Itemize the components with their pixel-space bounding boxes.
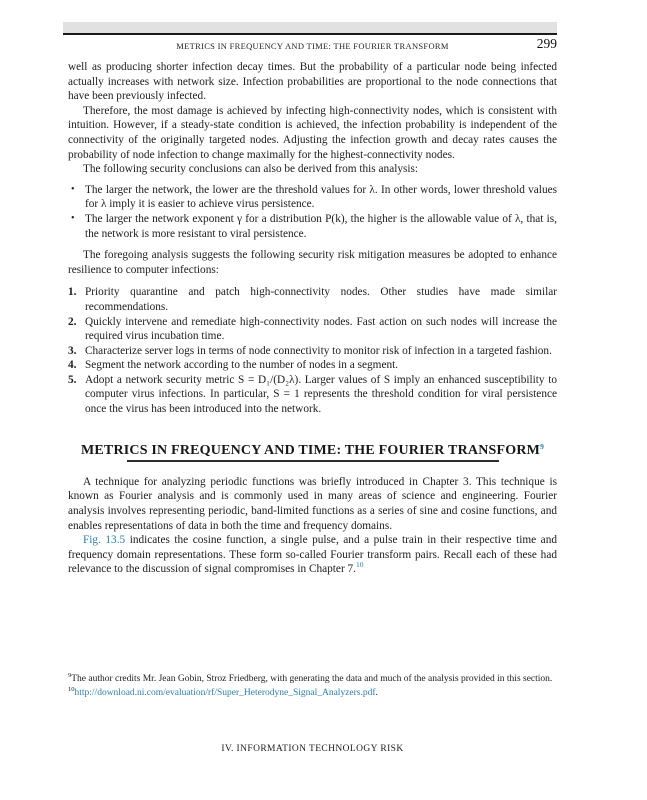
paragraph: The foregoing analysis suggests the following security risk mitigation measures be adopted to enhance resilience to computer infections:	[68, 249, 557, 276]
list-item	[68, 183, 557, 212]
list-number: 4.	[68, 359, 77, 372]
list-item	[68, 212, 557, 241]
footnotes	[68, 672, 557, 700]
paragraph: The following security conclusions can also be derived from this analysis:	[83, 163, 419, 176]
footnote-ref-9[interactable]: 9	[540, 441, 545, 451]
figure-link[interactable]: Fig. 13.5	[83, 534, 126, 547]
section-heading-block	[68, 441, 557, 462]
paragraph: A technique for analyzing periodic functions was briefly introduced in Chapter 3. This technique is known as Fourier analysis and is commonly used in many areas of science and engineering. Fourier analysis involves representing periodic, band-limited functions as a series of sine and cosine functions, and enables representations of data in both the time and frequency domains.	[68, 475, 557, 532]
list-item-text: Adopt a network security metric S = D₁/(D₂λ). Larger values of S imply an enhanced susceptibility to computer virus infections. In particular, S = 1 represents the threshold condition for viral persistence once the virus has been introduced into the network.	[85, 373, 557, 416]
page-number: 299	[536, 36, 557, 51]
footnote-ref-10[interactable]: 10	[356, 560, 364, 570]
paragraph: Therefore, the most damage is achieved by infecting high-connectivity nodes, which is consistent with intuition. However, if a steady-state condition is achieved, the infection probability is independent of the connectivity of the originally targeted nodes. Adjusting the infection growth and decay rates causes the probability of node infection to change maximally for the highest-connectivity nodes.	[68, 104, 557, 161]
bullet-text: The larger the network exponent γ for a distribution P(k), the higher is the allowable value of λ, that is, the network is more resistant to viral persistence.	[85, 212, 557, 240]
footnote-9	[68, 672, 557, 686]
footnote-text: The author credits Mr. Jean Gobin, Stroz Friedberg, with generating the data and much of the analysis provided in this section.	[71, 674, 553, 684]
list-number: 5.	[68, 373, 77, 386]
header-bar	[63, 22, 557, 33]
list-number: 1.	[68, 286, 77, 299]
page-content	[68, 60, 557, 577]
bullet-list	[68, 183, 557, 241]
section-heading	[68, 441, 557, 459]
footnote-marker: 9	[68, 672, 72, 679]
list-item-text: Segment the network according to the number of nodes in a segment.	[85, 359, 399, 372]
part-footer: IV. INFORMATION TECHNOLOGY RISK	[221, 744, 404, 754]
list-item-text: Priority quarantine and patch high-connectivity nodes. Other studies have made similar recommendations.	[85, 286, 557, 313]
list-item	[68, 373, 557, 417]
footnote-text: .	[375, 688, 378, 698]
header-rule	[63, 33, 557, 35]
list-item	[68, 358, 557, 373]
list-item	[68, 315, 557, 344]
list-item	[68, 285, 557, 314]
bullet-icon: •	[71, 212, 75, 224]
list-number: 3.	[68, 344, 77, 357]
list-item-text: Quickly intervene and remediate high-connectivity nodes. Fast action on such nodes will increase the required virus incubation time.	[85, 315, 557, 343]
bullet-icon: •	[71, 183, 75, 195]
running-head: METRICS IN FREQUENCY AND TIME: THE FOURIER TRANSFORM	[176, 41, 449, 51]
list-item	[68, 344, 557, 359]
paragraph	[68, 533, 557, 577]
bullet-text: The larger the network, the lower are the threshold values for λ. In other words, lower threshold values for λ imply it is easier to achieve virus persistence.	[85, 183, 557, 211]
footnote-10	[68, 686, 557, 700]
paragraph-text: indicates the cosine function, a single pulse, and a pulse train in their respective time and frequency domain representations. These form so-called Fourier transform pairs. Recall each of these had relevance to the discussion of signal compromises in Chapter 7.	[68, 534, 557, 576]
section-heading-text: METRICS IN FREQUENCY AND TIME: THE FOURIER TRANSFORM	[80, 442, 541, 458]
numbered-list	[68, 285, 557, 416]
list-number: 2.	[68, 315, 77, 328]
footnote-url-link[interactable]: http://download.ni.com/evaluation/rf/Super_Heterodyne_Signal_Analyzers.pdf	[74, 688, 376, 698]
paragraph-continuation: well as producing shorter infection decay times. But the probability of a particular node being infected actually increases with network size. Infection probabilities are proportional to the node connections that have been previously infected.	[68, 61, 557, 103]
footnote-marker: 10	[68, 686, 75, 693]
section-heading-underline	[127, 460, 499, 462]
list-item-text: Characterize server logs in terms of node connectivity to monitor risk of infection in a targeted fashion.	[85, 344, 552, 357]
